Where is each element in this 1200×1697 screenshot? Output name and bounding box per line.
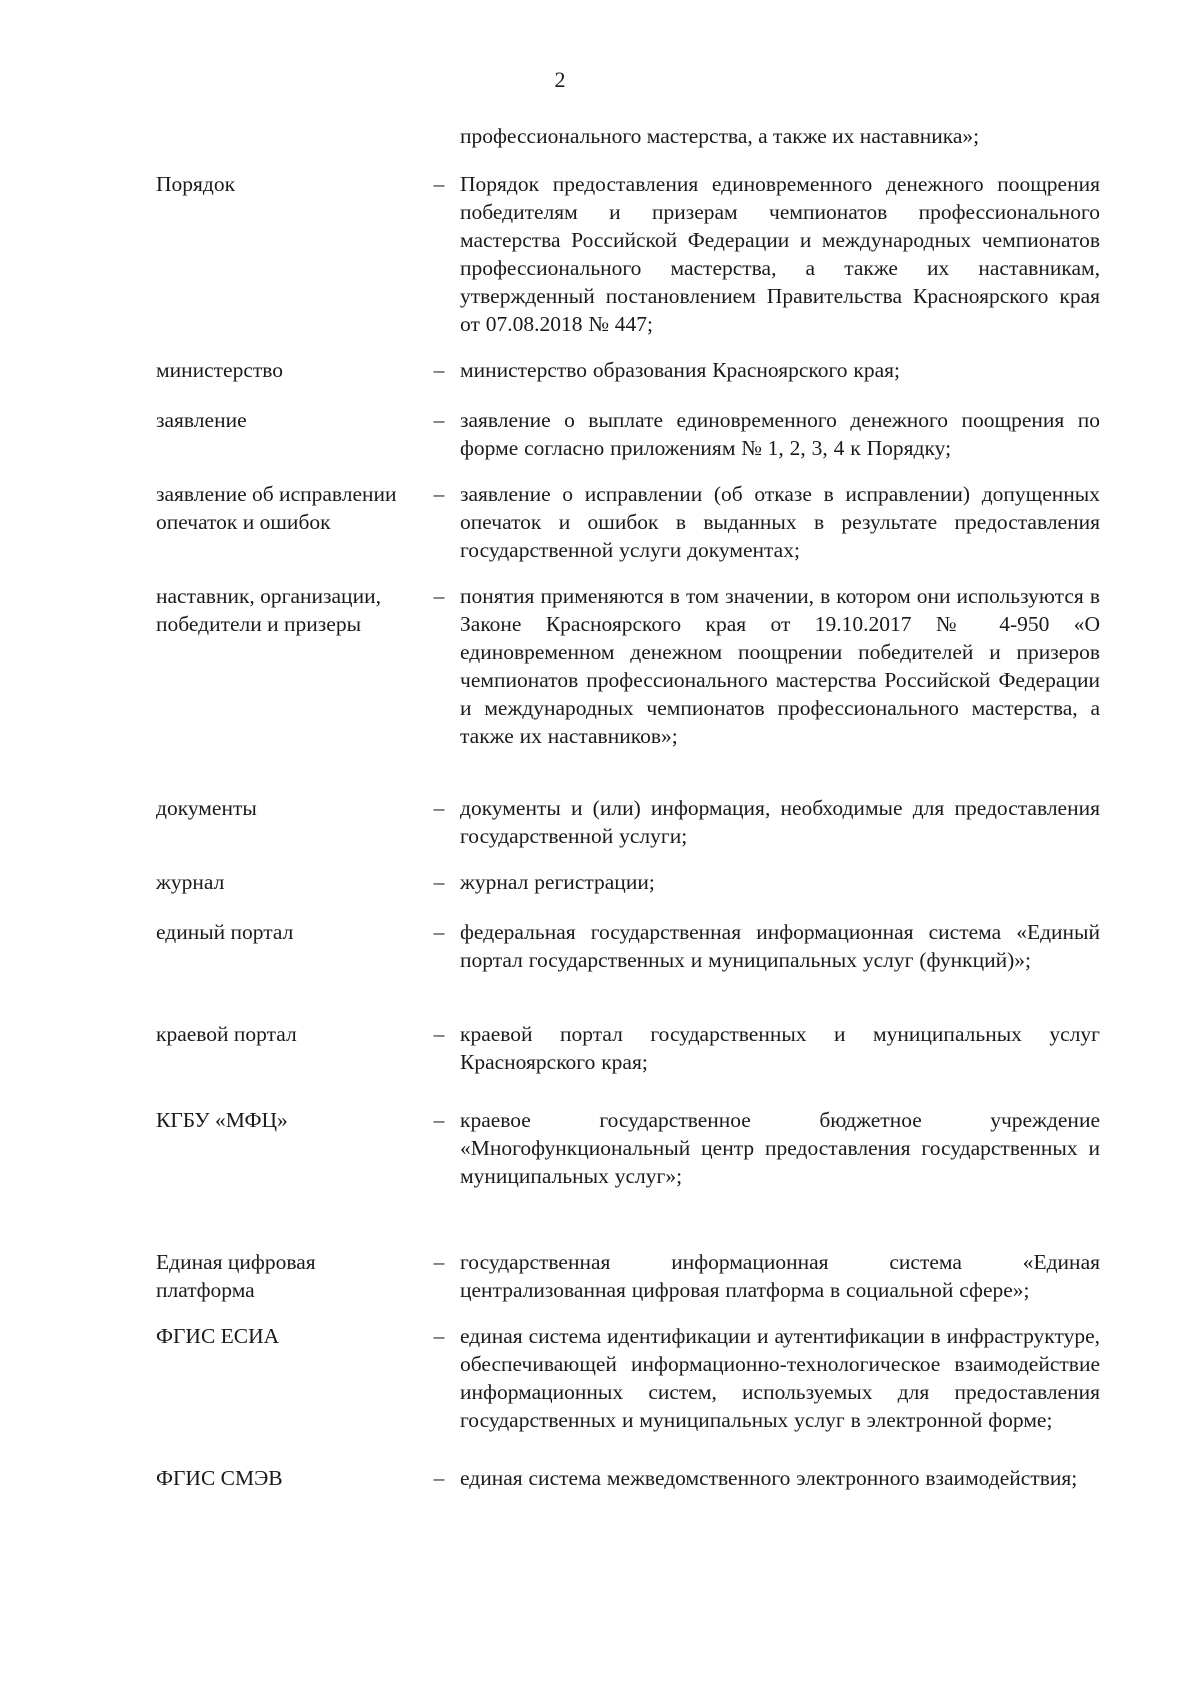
definition-dash: – xyxy=(433,870,445,894)
definition-text: заявление о выплате единовременного денежного поощрения по форме согласно приложениям № 1, 2, 3, 4 к Порядку; xyxy=(460,408,1100,460)
definition-term: журнал xyxy=(156,870,225,894)
definition-term: ФГИС ЕСИА xyxy=(156,1324,280,1348)
definition-term: заявление об исправлении опечаток и ошибок xyxy=(156,482,397,534)
definition-text: понятия применяются в том значении, в котором они используются в Законе Красноярского края от 19.10.2017 № 4-950 «О единовременном денежном поощрении победителей и призеров чемпионатов профессионального мастерства Российской Федерации и международных чемпионатов профессионального мастерства, а также их наставников»; xyxy=(460,584,1100,748)
definition-row xyxy=(156,918,1100,974)
definition-text: федеральная государственная информационная система «Единый портал государственных и муниципальных услуг (функций)»; xyxy=(460,920,1100,972)
definition-text: заявление о исправлении (об отказе в исправлении) допущенных опечаток и ошибок в выданных в результате предоставления государственной услуги документах; xyxy=(460,482,1100,562)
definition-dash: – xyxy=(433,1108,445,1132)
definition-dash: – xyxy=(433,1324,445,1348)
definition-row xyxy=(156,868,1100,896)
definition-row xyxy=(156,170,1100,338)
definition-row xyxy=(156,406,1100,462)
definition-text: журнал регистрации; xyxy=(460,870,655,894)
definition-dash: – xyxy=(433,172,445,196)
definition-term: наставник, организации, победители и призеры xyxy=(156,584,381,636)
definition-text: министерство образования Красноярского края; xyxy=(460,358,901,382)
definition-text: единая система идентификации и аутентификации в инфраструктуре, обеспечивающей информационно-технологическое взаимодействие информационных систем, используемых для предоставления государственных и муниципальных услуг в электронной форме; xyxy=(460,1324,1100,1432)
definition-term: министерство xyxy=(156,358,284,382)
definition-dash: – xyxy=(433,1466,445,1490)
definition-dash: – xyxy=(433,408,445,432)
definition-text: краевой портал государственных и муниципальных услуг Красноярского края; xyxy=(460,1022,1100,1074)
definition-text: краевое государственное бюджетное учреждение «Многофункциональный центр предоставления государственных и муниципальных услуг»; xyxy=(460,1108,1100,1188)
definition-row xyxy=(156,356,1100,384)
definition-term: КГБУ «МФЦ» xyxy=(156,1108,288,1132)
definition-text: государственная информационная система «Единая централизованная цифровая платформа в социальной сфере»; xyxy=(460,1250,1100,1302)
page-number: 2 xyxy=(554,67,566,92)
definition-row xyxy=(156,582,1100,750)
definition-dash: – xyxy=(433,1250,445,1274)
definition-term: Порядок xyxy=(156,172,236,196)
definition-term: ФГИС СМЭВ xyxy=(156,1466,283,1490)
definition-row xyxy=(156,1322,1100,1434)
definition-term: Единая цифровая платформа xyxy=(156,1250,316,1302)
definition-row xyxy=(156,1106,1100,1190)
definition-row xyxy=(156,1248,1100,1304)
definition-dash: – xyxy=(433,1022,445,1046)
definition-row xyxy=(156,794,1100,850)
definition-term: краевой портал xyxy=(156,1022,297,1046)
definition-text: документы и (или) информация, необходимые для предоставления государственной услуги; xyxy=(460,796,1100,848)
definition-dash: – xyxy=(433,358,445,382)
definition-row xyxy=(156,1020,1100,1076)
definition-dash: – xyxy=(433,920,445,944)
definition-dash: – xyxy=(433,482,445,506)
continuation-text: профессионального мастерства, а также их наставника»; xyxy=(460,124,980,148)
definition-dash: – xyxy=(433,796,445,820)
definition-row xyxy=(156,480,1100,564)
definition-term: заявление xyxy=(156,408,247,432)
definition-dash: – xyxy=(433,584,445,608)
definition-term: единый портал xyxy=(156,920,294,944)
definition-term: документы xyxy=(156,796,257,820)
definition-text: единая система межведомственного электронного взаимодействия; xyxy=(460,1466,1078,1490)
definition-row xyxy=(156,1464,1100,1492)
definition-text: Порядок предоставления единовременного денежного поощрения победителям и призерам чемпионатов профессионального мастерства Российской Федерации и международных чемпионатов профессионального мастерства, а также их наставникам, утвержденный постановлением Правительства Красноярского края от 07.08.2018 № 447; xyxy=(460,172,1100,336)
